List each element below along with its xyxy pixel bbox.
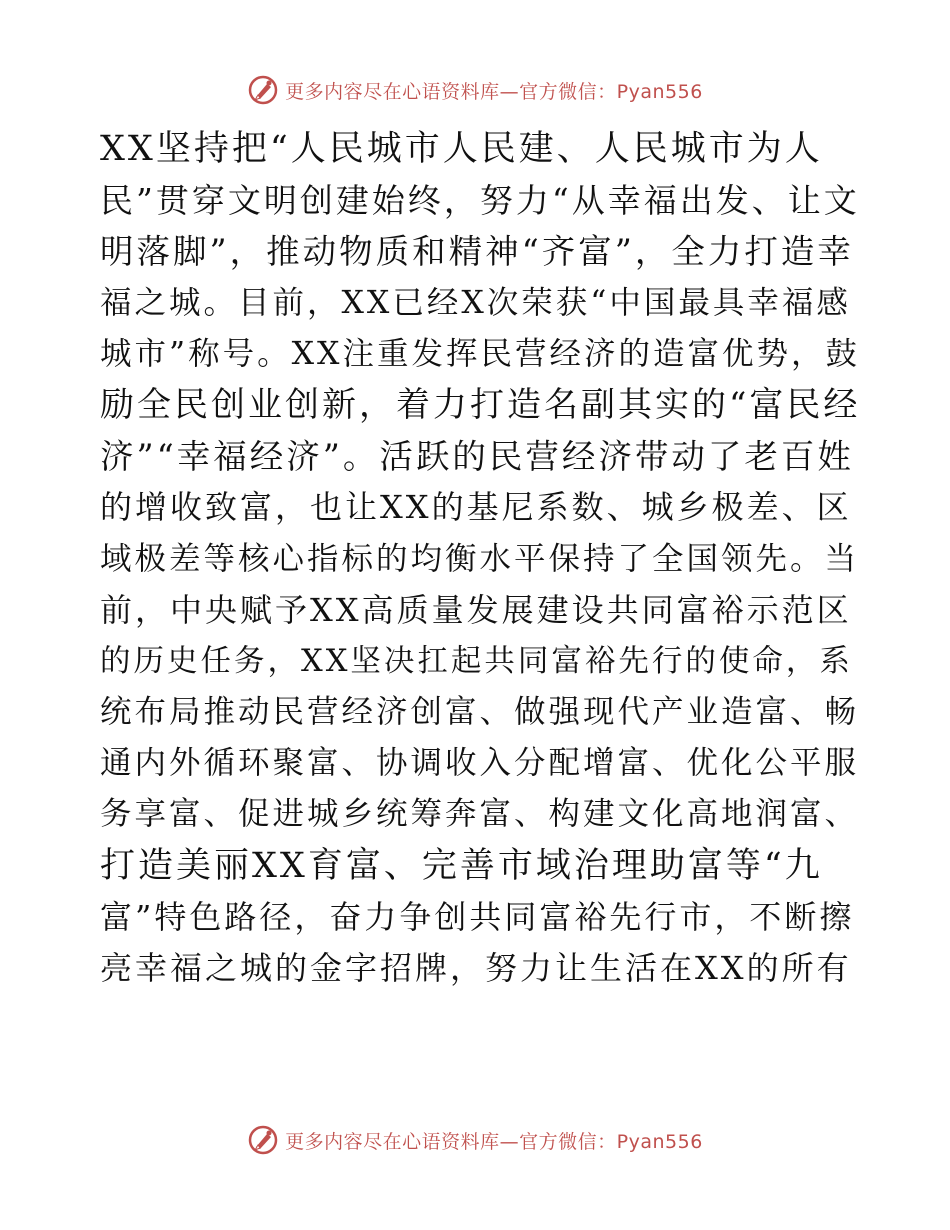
footer-banner bbox=[0, 1122, 950, 1158]
footer-banner-text: 更多内容尽在心语资料库—官方微信：Pyan556 bbox=[285, 1130, 703, 1153]
body-line: 的增收致富，也让XX的基尼系数、城乡极差、区 bbox=[100, 488, 852, 527]
body-line: 通内外循环聚富、协调收入分配增富、优化公平服 bbox=[100, 745, 860, 782]
body-line: 前，中央赋予XX高质量发展建设共同富裕示范区 bbox=[100, 590, 852, 629]
body-line: 亮幸福之城的金字招牌，努力让生活在XX的所有 bbox=[100, 949, 852, 987]
body-line: 富”特色路径，奋力争创共同富裕先行市，不断擦 bbox=[100, 897, 855, 936]
header-banner bbox=[0, 72, 950, 108]
document-body bbox=[100, 124, 860, 994]
body-line: 统布局推动民营经济创富、做强现代产业造富、畅 bbox=[100, 694, 860, 731]
pen-nib-logo-icon bbox=[247, 74, 279, 106]
body-line: 福之城。目前，XX已经X次荣获“中国最具幸福感 bbox=[100, 284, 851, 321]
body-line: 民”贯穿文明创建始终，努力“从幸福出发、让文 bbox=[100, 181, 860, 221]
body-line: 的历史任务，XX坚决扛起共同富裕先行的使命，系 bbox=[100, 643, 853, 679]
body-line: 励全民创业创新，着力打造名副其实的“富民经 bbox=[100, 384, 861, 425]
body-line: 域极差等核心指标的均衡水平保持了全国领先。当 bbox=[100, 540, 860, 577]
pen-nib-logo-icon bbox=[247, 1124, 279, 1156]
body-line: 务享富、促进城乡统筹奔富、构建文化高地润富、 bbox=[100, 796, 860, 833]
body-line: 城市”称号。XX注重发挥民营经济的造富优势，鼓 bbox=[100, 335, 860, 372]
body-line: 济”“幸福经济”。活跃的民营经济带动了老百姓 bbox=[100, 437, 854, 477]
body-line: 打造美丽XX育富、完善市域治理助富等“九 bbox=[100, 845, 823, 886]
body-line: 明落脚”，推动物质和精神“齐富”，全力打造幸 bbox=[100, 232, 854, 272]
header-banner-text: 更多内容尽在心语资料库—官方微信：Pyan556 bbox=[285, 80, 703, 103]
body-line: XX坚持把“人民城市人民建、人民城市为人 bbox=[100, 129, 823, 169]
